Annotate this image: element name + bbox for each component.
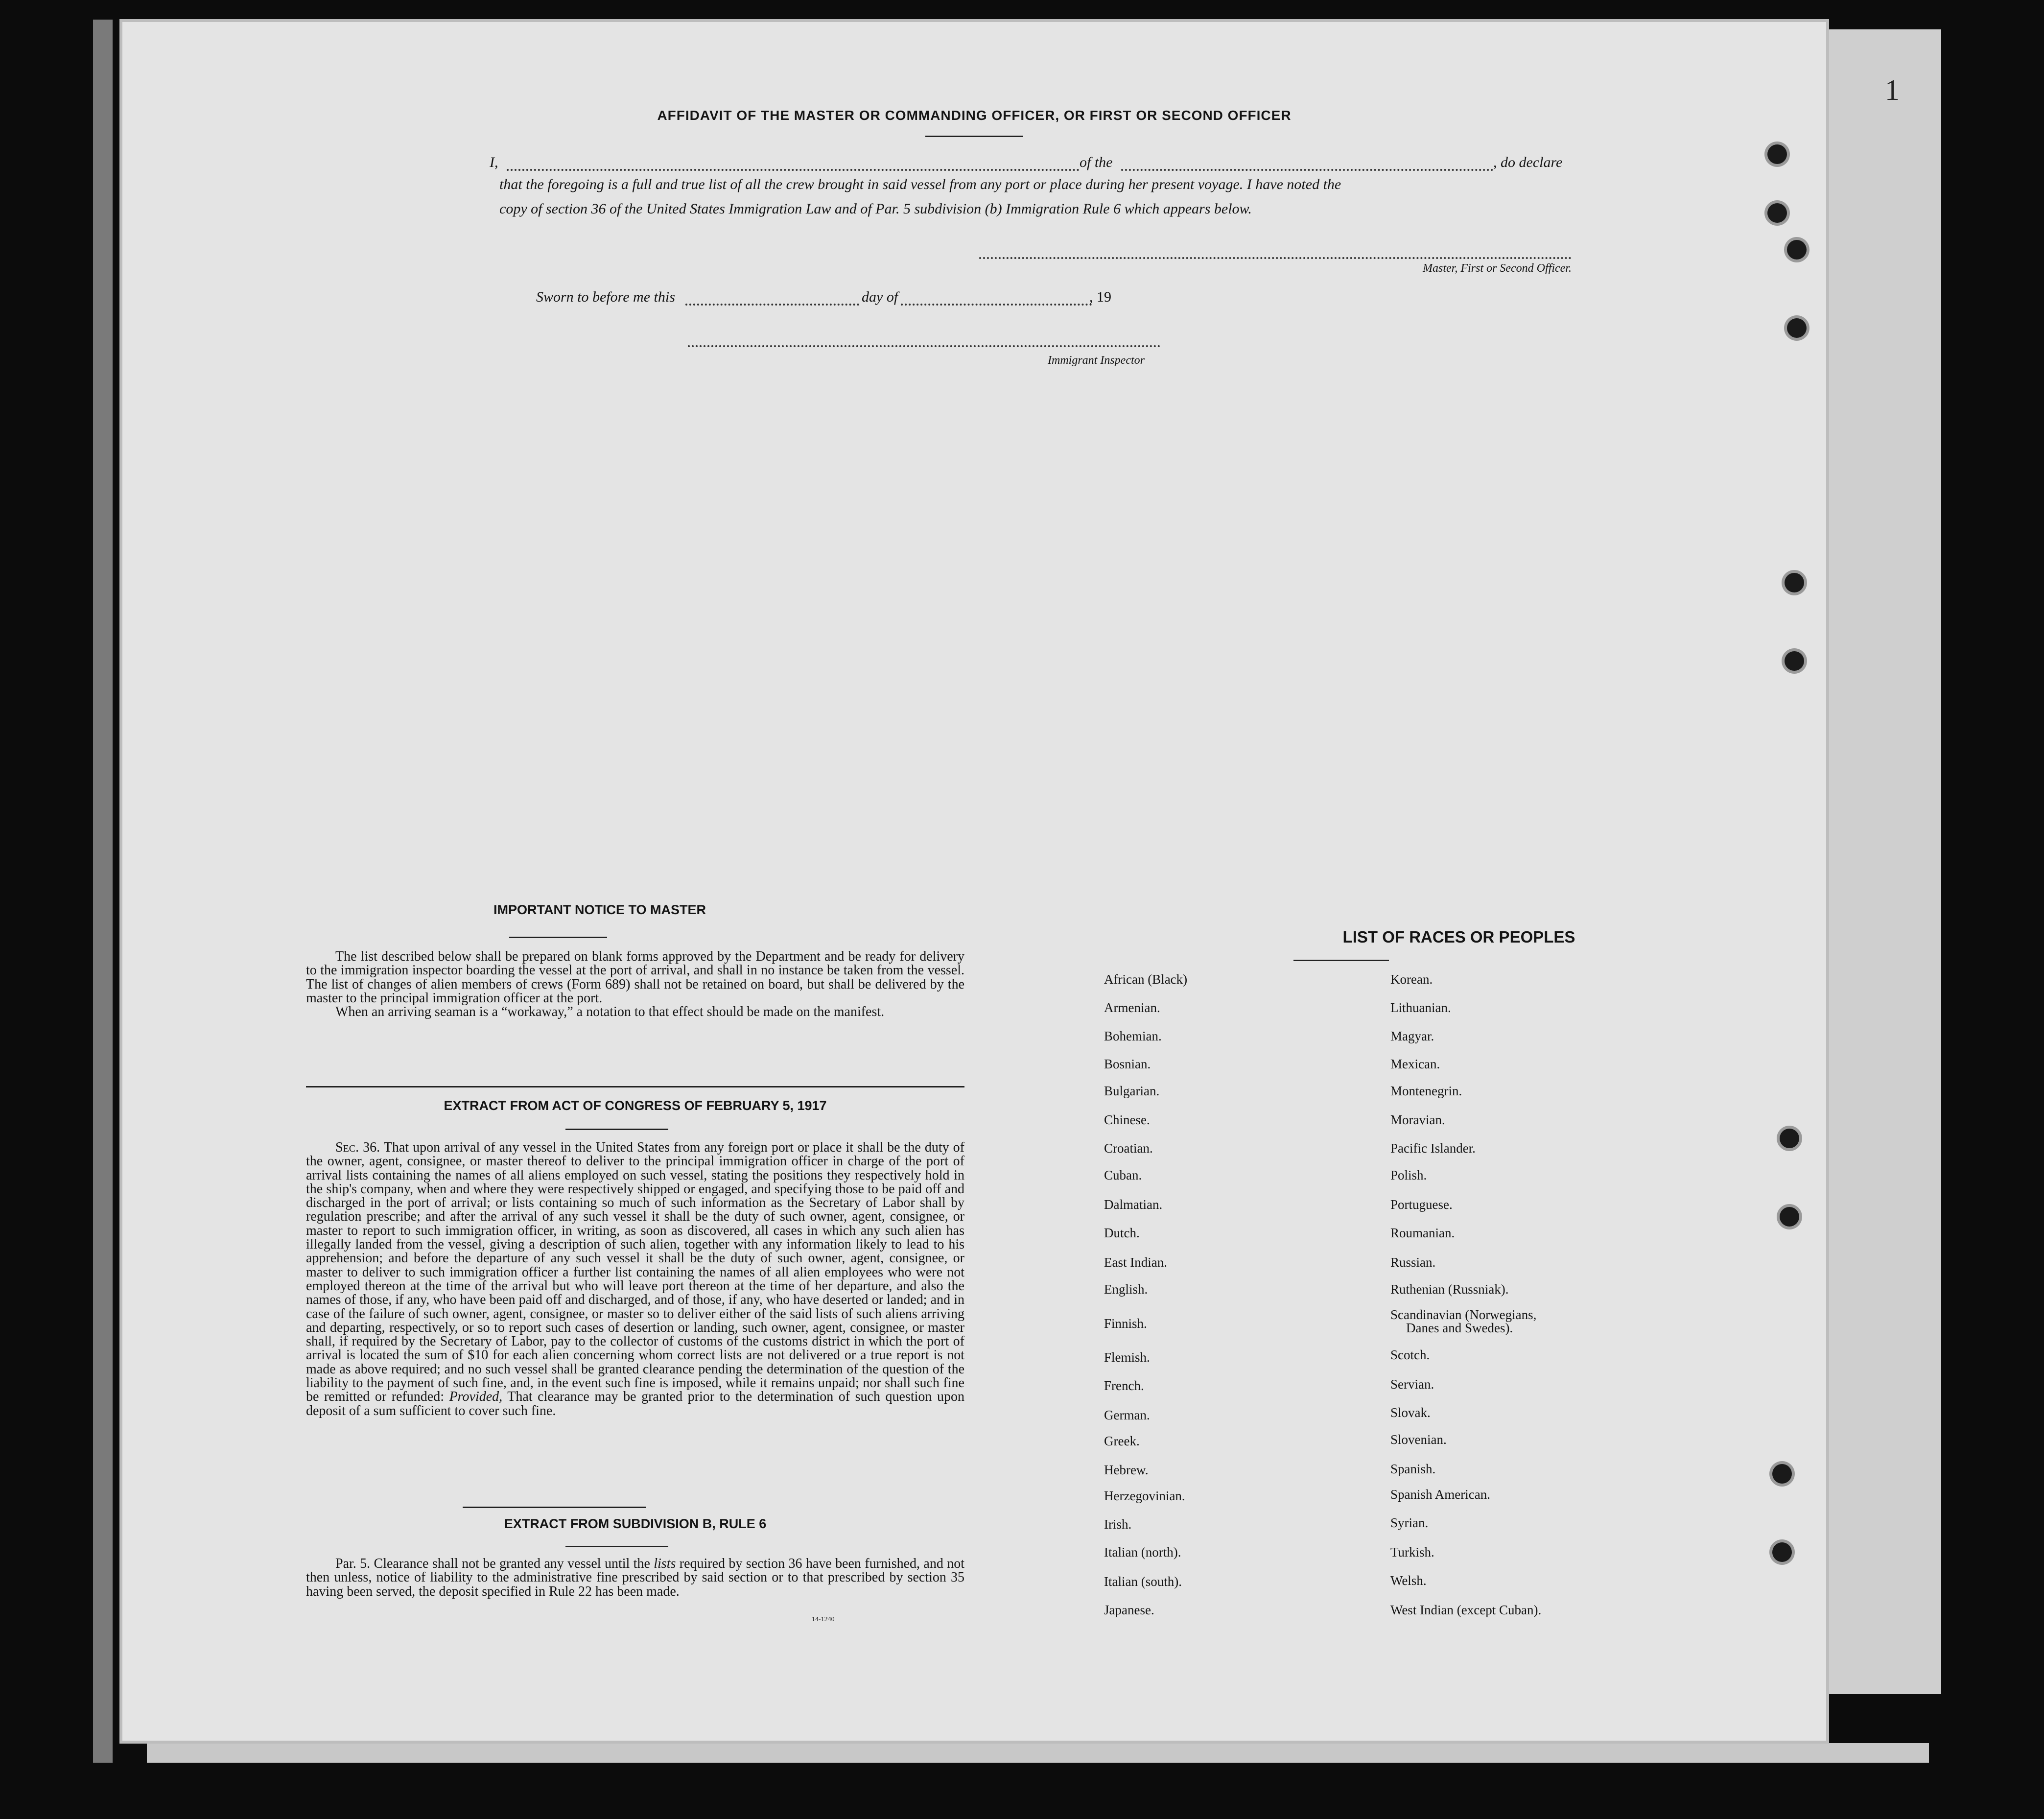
race-right: Lithuanian.: [1390, 1000, 1451, 1015]
race-right: Spanish.: [1390, 1462, 1436, 1476]
manifest-page: [122, 22, 1826, 1741]
punch-hole: [1780, 1129, 1799, 1148]
race-left: Bulgarian.: [1104, 1084, 1160, 1098]
form-number: 14-1240: [812, 1616, 835, 1623]
race-right: Pacific Islander.: [1390, 1141, 1476, 1156]
rule-text-b: required by section 36 have been furnished, and not then unless, notice of liability to the administrative fine prescribed by said section or to that prescribed by section 35 having been served, the deposit specified in Rule 22 has been made.: [306, 1556, 965, 1599]
vessel-name-blank: [1121, 169, 1493, 171]
race-right: Montenegrin.: [1390, 1084, 1462, 1098]
act-bottom-rule: [463, 1507, 646, 1508]
officer-signature-caption: Master, First or Second Officer.: [1423, 262, 1572, 275]
race-left: Chinese.: [1104, 1112, 1150, 1127]
margin-page-number: 1: [1885, 74, 1900, 106]
race-right: Korean.: [1390, 972, 1433, 987]
act-provided: Provided,: [449, 1389, 503, 1405]
race-left: Croatian.: [1104, 1141, 1153, 1156]
race-left: Finnish.: [1104, 1316, 1147, 1331]
rule-body: [306, 1557, 964, 1599]
race-right: Servian.: [1390, 1377, 1434, 1392]
rule-heading: EXTRACT FROM SUBDIVISION B, RULE 6: [504, 1516, 767, 1531]
notice-paragraph-1: The list described below shall be prepared on blank forms approved by the Department and be ready for delivery to the immigration inspector boarding the vessel at the port of arrival, and shall in no instance be taken from the vessel. The list of changes of alien members of crews (Form 689) shall not be retained on board, but shall be delivered by the master to the principal immigration officer at the port.: [306, 949, 964, 1006]
act-section-text-end: That clearance may be granted prior to the determination of such question upon deposit of a sum sufficient to cover such fine.: [306, 1389, 964, 1418]
inspector-signature-blank: [688, 345, 1160, 347]
affidavit-line3: copy of section 36 of the United States Immigration Law and of Par. 5 subdivision (b) Immigration Rule 6 which appears below.: [499, 201, 1252, 217]
race-left: Italian (south).: [1104, 1574, 1182, 1589]
act-section-text: That upon arrival of any vessel in the United States from any foreign port or place it shall be the duty of the owner, agent, consignee, or master thereof to deliver to the principal immigration officer in charge of the port of arrival lists containing the names of all aliens employed on such vessel, stating the positions they respectively hold in the ship's company, when and where they were respectively shipped or engaged, and specifying those to be paid off and discharged in the port of arrival; or lists containing so much of such information as the Secretary of Labor shall by regulation prescribe; and after the arrival of any such vessel it shall be the duty of such owner, agent, consignee, or master to report to such immigration officer, in writing, as soon as discovered, all cases in which any such alien has illegally landed from the vessel, giving a description of such alien, together with any information likely to lead to his apprehension; and before the departure of any such vessel it shall be the duty of such owner, agent, consignee, or master to deliver to such immigration officer a further list containing the names of all alien employees who were not employed thereon at the time of the arrival but who will leave port thereon at the time of her departure, and also the names of those, if any, who have been paid off and discharged, and of those, if any, who have deserted or landed; and in case of the failure of such owner, agent, consignee, or master so to deliver either of the said lists of such aliens arriving and departing, respectively, or so to report such cases of desertion or landing, such owner, agent, consignee, or master shall, if required by the Secretary of Labor, pay to the collector of customs of the customs district in which the port of arrival is located the sum of $10 for each alien concerning whom correct lists are not delivered or a true report is not made as above required; and no such vessel shall be granted clearance pending the determination of the question of the liability to the payment of such fine, and, in the event such fine is imposed, while it remains unpaid; nor shall such fine be remitted or refunded:: [306, 1140, 964, 1405]
race-right: Mexican.: [1390, 1057, 1440, 1071]
race-right: Magyar.: [1390, 1029, 1434, 1043]
underlying-page-bottom: [147, 1743, 1929, 1763]
race-left: Bohemian.: [1104, 1029, 1162, 1043]
race-right: Scandinavian (Norwegians,: [1390, 1307, 1537, 1322]
race-left: East Indian.: [1104, 1255, 1167, 1270]
sworn-month-blank: [901, 304, 1092, 306]
race-left: French.: [1104, 1378, 1144, 1393]
race-right: Polish.: [1390, 1168, 1427, 1182]
affidavit-i: I,: [490, 154, 498, 170]
race-left: Flemish.: [1104, 1350, 1150, 1365]
race-right: Ruthenian (Russniak).: [1390, 1282, 1509, 1297]
act-heading: EXTRACT FROM ACT OF CONGRESS OF FEBRUARY 5, 1917: [444, 1098, 827, 1113]
race-right: Slovak.: [1390, 1405, 1431, 1420]
race-right: Roumanian.: [1390, 1226, 1455, 1240]
punch-hole: [1767, 203, 1787, 223]
rule-text-a: Par. 5. Clearance shall not be granted any vessel until the: [335, 1556, 650, 1571]
notice-paragraph-2: When an arriving seaman is a “workaway,” a notation to that effect should be made on the manifest.: [335, 1004, 885, 1020]
race-left: Armenian.: [1104, 1000, 1160, 1015]
punch-hole: [1767, 144, 1787, 164]
race-left: Greek.: [1104, 1434, 1140, 1448]
punch-hole: [1787, 240, 1807, 260]
race-right: Scotch.: [1390, 1347, 1430, 1362]
races-heading: LIST OF RACES OR PEOPLES: [1342, 928, 1575, 946]
notice-rule: [509, 937, 607, 938]
race-right-continued: Danes and Swedes).: [1406, 1321, 1513, 1335]
punch-hole: [1785, 573, 1804, 592]
race-right: Syrian.: [1390, 1515, 1429, 1530]
notice-body: [306, 950, 964, 1019]
rule-rule: [565, 1546, 668, 1547]
race-right: West Indian (except Cuban).: [1390, 1603, 1542, 1617]
race-left: Irish.: [1104, 1517, 1132, 1532]
race-right: Turkish.: [1390, 1545, 1434, 1559]
affidavit-line2: that the foregoing is a full and true list of all the crew brought in said vessel from any port or place during her present voyage. I have noted the: [499, 176, 1341, 192]
race-left: Hebrew.: [1104, 1463, 1149, 1477]
race-right: Portuguese.: [1390, 1197, 1453, 1212]
race-left: German.: [1104, 1408, 1150, 1422]
affiant-name-blank: [507, 169, 1080, 171]
sworn-year: , 19: [1089, 289, 1111, 305]
notice-heading: IMPORTANT NOTICE TO MASTER: [493, 902, 706, 917]
inspector-caption: Immigrant Inspector: [1048, 354, 1145, 367]
sworn-day-of: day of: [862, 289, 898, 305]
officer-signature-blank: [979, 257, 1572, 259]
act-section-label: Sec. 36.: [335, 1140, 380, 1155]
races-rule: [1293, 960, 1389, 961]
sworn-text: Sworn to before me this: [536, 289, 675, 305]
act-body: [306, 1141, 964, 1418]
race-left: English.: [1104, 1282, 1148, 1297]
affidavit-heading: AFFIDAVIT OF THE MASTER OR COMMANDING OFFICER, OR FIRST OR SECOND OFFICER: [657, 108, 1292, 123]
race-left: Japanese.: [1104, 1603, 1154, 1617]
race-left: Dutch.: [1104, 1226, 1140, 1240]
race-left: African (Black): [1104, 972, 1188, 987]
race-left: Dalmatian.: [1104, 1197, 1163, 1212]
punch-hole: [1785, 651, 1804, 671]
rule-lists: lists: [654, 1556, 676, 1571]
act-rule: [565, 1129, 668, 1130]
race-left: Cuban.: [1104, 1168, 1142, 1182]
race-right: Spanish American.: [1390, 1487, 1490, 1502]
underlying-page-right: [1829, 29, 1941, 1694]
race-right: Moravian.: [1390, 1112, 1445, 1127]
race-right: Welsh.: [1390, 1573, 1427, 1588]
affidavit-declare: , do declare: [1493, 154, 1563, 170]
punch-hole: [1772, 1464, 1792, 1484]
race-right: Russian.: [1390, 1255, 1436, 1270]
sworn-day-blank: [685, 304, 859, 306]
punch-hole: [1772, 1542, 1792, 1562]
race-left: Italian (north).: [1104, 1545, 1181, 1559]
punch-hole: [1780, 1207, 1799, 1227]
race-right: Slovenian.: [1390, 1432, 1447, 1447]
affidavit-of-the: of the: [1080, 154, 1113, 170]
race-left: Bosnian.: [1104, 1057, 1151, 1071]
heading-rule: [925, 136, 1023, 137]
notice-bottom-rule: [306, 1086, 964, 1087]
punch-hole: [1787, 318, 1807, 338]
race-left: Herzegovinian.: [1104, 1488, 1185, 1503]
left-binding-strip: [93, 20, 113, 1763]
